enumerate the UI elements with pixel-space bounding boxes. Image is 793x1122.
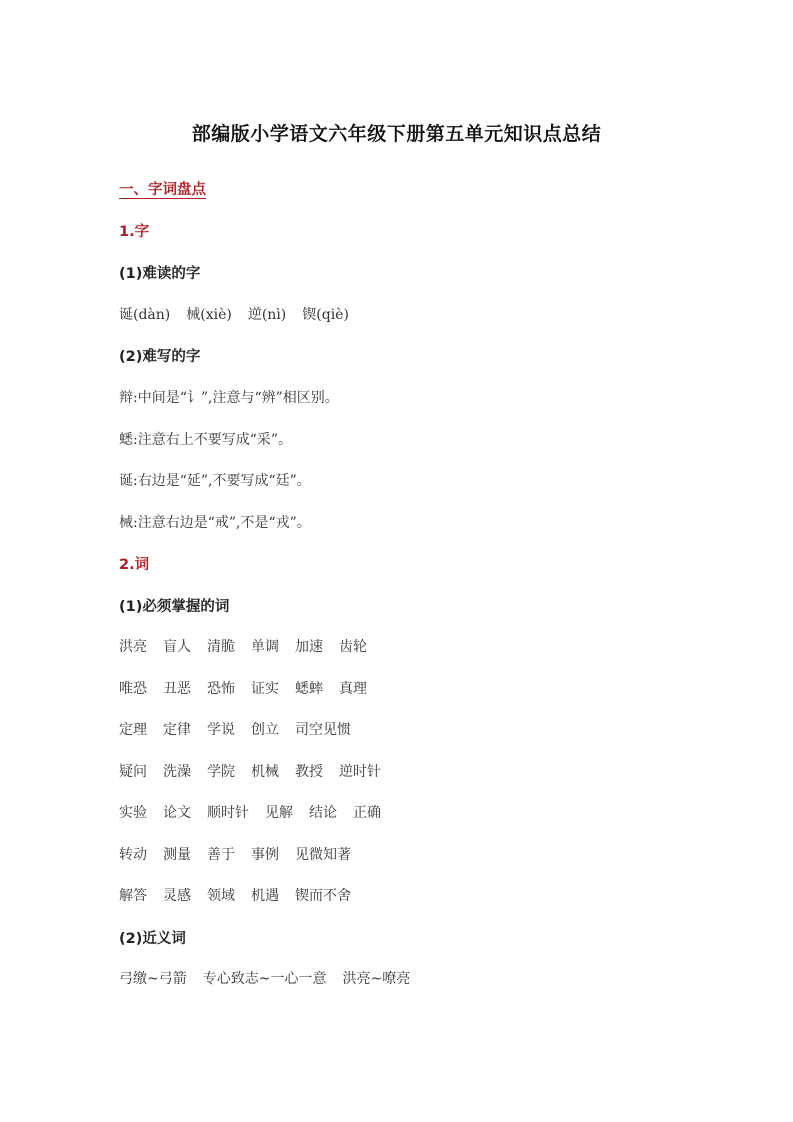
word-item: 论文 xyxy=(163,805,191,821)
word-item: 结论 xyxy=(309,805,337,821)
word-item: 逆时针 xyxy=(339,764,381,780)
word-item: 领域 xyxy=(207,888,235,904)
word-item: 见微知著 xyxy=(295,847,351,863)
nanxie-line: 蟋:注意右上不要写成“采”。 xyxy=(119,432,293,448)
nandu-row xyxy=(119,304,349,324)
word-item: 疑问 xyxy=(119,764,147,780)
nanxie-line: 械:注意右边是“戒”,不是“戎”。 xyxy=(119,515,311,531)
word-item: 机械 xyxy=(251,764,279,780)
subheading-ci: 2.词 xyxy=(119,557,150,573)
nandu-item: 逆(nì) xyxy=(247,307,287,323)
word-row xyxy=(119,678,367,698)
word-row xyxy=(119,885,351,905)
word-row xyxy=(119,719,351,739)
document-title: 部编版小学语文六年级下册第五单元知识点总结 xyxy=(191,123,602,145)
word-row xyxy=(119,844,351,864)
word-item: 真理 xyxy=(339,681,367,697)
word-item: 司空见惯 xyxy=(295,722,351,738)
word-row xyxy=(119,802,381,822)
word-item: 唯恐 xyxy=(119,681,147,697)
word-item: 锲而不舍 xyxy=(295,888,351,904)
word-item: 洪亮 xyxy=(119,639,147,655)
synonym-pair: 弓缴~弓箭 xyxy=(119,971,187,987)
word-row xyxy=(119,761,381,781)
word-item: 顺时针 xyxy=(207,805,249,821)
word-item: 加速 xyxy=(295,639,323,655)
word-item: 转动 xyxy=(119,847,147,863)
word-item: 蟋蟀 xyxy=(295,681,323,697)
heading-nandu: (1)难读的字 xyxy=(119,266,201,282)
nandu-item: 锲(qiè) xyxy=(302,307,349,323)
word-item: 机遇 xyxy=(251,888,279,904)
heading-bixu: (1)必须掌握的词 xyxy=(119,599,230,615)
nanxie-line: 辩:中间是“讠”,注意与“辨”相区别。 xyxy=(119,390,339,406)
word-item: 解答 xyxy=(119,888,147,904)
nanxie-line: 诞:右边是“延”,不要写成“廷”。 xyxy=(119,473,311,489)
word-item: 恐怖 xyxy=(207,681,235,697)
word-item: 清脆 xyxy=(207,639,235,655)
word-item: 创立 xyxy=(251,722,279,738)
word-item: 学说 xyxy=(207,722,235,738)
word-item: 善于 xyxy=(207,847,235,863)
word-item: 洗澡 xyxy=(163,764,191,780)
word-item: 齿轮 xyxy=(339,639,367,655)
synonym-pair: 专心致志~一心一意 xyxy=(202,971,327,987)
synonym-pair: 洪亮~嘹亮 xyxy=(342,971,411,987)
word-item: 灵感 xyxy=(163,888,191,904)
word-item: 正确 xyxy=(353,805,381,821)
word-item: 丑恶 xyxy=(163,681,191,697)
word-item: 证实 xyxy=(251,681,279,697)
word-item: 定律 xyxy=(163,722,191,738)
nandu-item: 诞(dàn) xyxy=(119,307,171,323)
nandu-item: 械(xiè) xyxy=(186,307,232,323)
heading-jinyi: (2)近义词 xyxy=(119,931,186,947)
word-item: 测量 xyxy=(163,847,191,863)
word-row xyxy=(119,636,367,656)
word-item: 单调 xyxy=(251,639,279,655)
word-item: 见解 xyxy=(265,805,293,821)
jinyi-row xyxy=(119,968,410,988)
heading-nanxie: (2)难写的字 xyxy=(119,349,201,365)
word-item: 盲人 xyxy=(163,639,191,655)
section-heading-zici: 一、字词盘点 xyxy=(119,182,206,198)
word-item: 事例 xyxy=(251,847,279,863)
word-item: 实验 xyxy=(119,805,147,821)
word-item: 定理 xyxy=(119,722,147,738)
word-item: 教授 xyxy=(295,764,323,780)
word-item: 学院 xyxy=(207,764,235,780)
subheading-zi: 1.字 xyxy=(119,224,150,240)
